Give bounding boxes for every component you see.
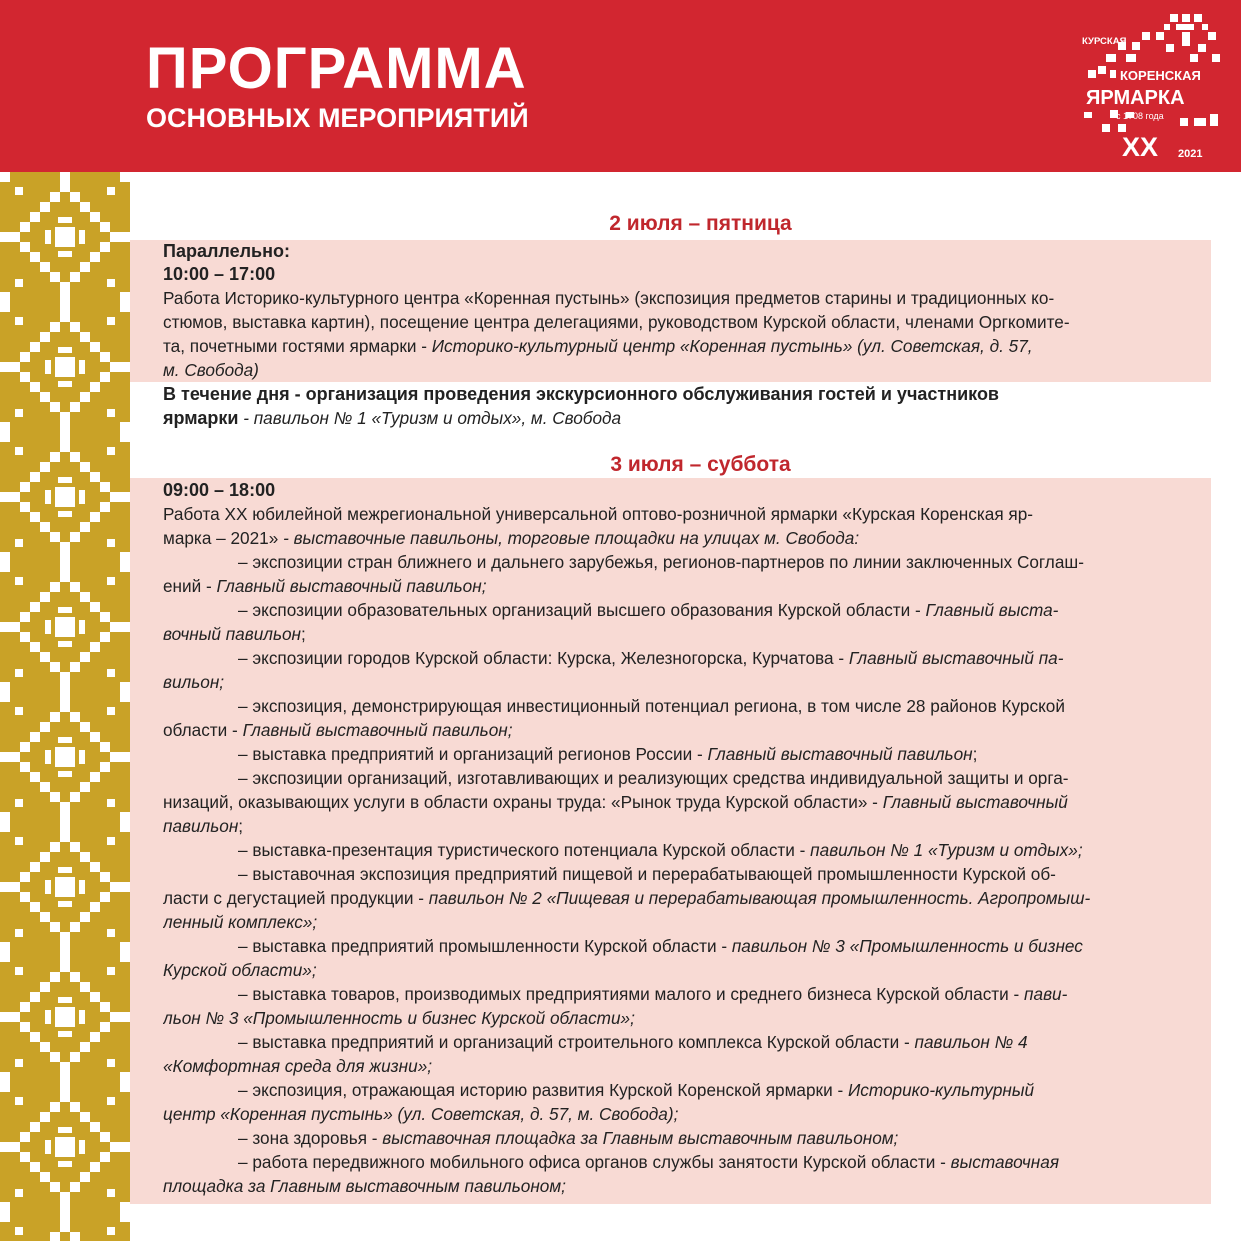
parallel-label: Параллельно:: [163, 241, 290, 261]
center-text-line1: Работа Историко-культурного центра «Коренная пустынь» (экспозиция предметов старины и традиционных ко-: [163, 288, 1055, 308]
list-item: [163, 1054, 1189, 1078]
list-item: [163, 886, 1189, 910]
center-text-line2: стюмов, выставка картин), посещение центра делегациями, руководством Курской области, членами Оргкомите-: [163, 312, 1070, 332]
page-header: [0, 0, 1241, 172]
center-text-line4: м. Свобода): [163, 360, 259, 380]
list-item: [163, 934, 1189, 958]
day1-heading: 2 июля – пятница: [609, 212, 792, 235]
list-item: [163, 670, 1189, 694]
excursion-line1: В течение дня - организация проведения экскурсионного обслуживания гостей и участников: [163, 384, 999, 404]
list-item: [163, 646, 1189, 670]
list-item: [163, 838, 1189, 862]
list-item-location: выставочная площадка за Главным выставочным павильоном;: [382, 1128, 899, 1148]
center-text-line3: та, почетными гостями ярмарки - Историко-культурный центр «Коренная пустынь» (ул. Советская, д. 57,: [163, 336, 1033, 356]
list-item-text: – экспозиция, отражающая историю развития Курской Коренской ярмарки -: [238, 1080, 848, 1100]
list-item-location: площадка за Главным выставочным павильоном;: [163, 1176, 566, 1196]
list-item-location: ленный комплекс»;: [163, 912, 318, 932]
list-item: [163, 982, 1189, 1006]
list-item: [163, 790, 1189, 814]
list-item-text: – экспозиции образовательных организаций высшего образования Курской области -: [238, 600, 926, 620]
list-item: [163, 1006, 1189, 1030]
decorative-ornament: [0, 172, 130, 1241]
list-item-text: низаций, оказывающих услуги в области охраны труда: «Рынок труда Курской области» -: [163, 792, 883, 812]
list-item-text: – экспозиции стран ближнего и дальнего зарубежья, регионов-партнеров по линии заключенных Соглаш-: [238, 552, 1084, 572]
list-item-text: – выставка товаров, производимых предприятиями малого и среднего бизнеса Курской области -: [238, 984, 1025, 1004]
intro-line2: марка – 2021» - выставочные павильоны, торговые площадки на улицах м. Свобода:: [163, 528, 860, 548]
list-item: [163, 1126, 1189, 1150]
list-item-text: – выставка предприятий промышленности Курской области -: [238, 936, 732, 956]
list-item-location: Главный выставочный па-: [848, 648, 1064, 668]
list-item-location: Курской области»;: [163, 960, 317, 980]
list-item: [163, 814, 1189, 838]
list-item-location: павильон № 3 «Промышленность и бизнес: [731, 936, 1083, 956]
list-item: [163, 958, 1189, 982]
list-item-location: пави-: [1024, 984, 1068, 1004]
list-item: [163, 550, 1189, 574]
logo-since: с 1708 года: [1116, 111, 1164, 121]
day1-time: 10:00 – 17:00: [163, 264, 276, 284]
list-item: [163, 1102, 1189, 1126]
list-item: [163, 622, 1189, 646]
list-item-location: павильон: [163, 816, 239, 836]
day2-block: [130, 478, 1211, 1204]
list-item-location: Главный выставочный павильон;: [216, 576, 487, 596]
list-item-location: Главный выставочный: [882, 792, 1068, 812]
fair-logo: [1082, 14, 1224, 162]
list-item-location: павильон № 4: [914, 1032, 1028, 1052]
list-item-text: – экспозиция, демонстрирующая инвестиционный потенциал региона, в том числе 28 районов Курской: [238, 696, 1065, 716]
list-item-text: – зона здоровья -: [238, 1128, 383, 1148]
list-item: [163, 1150, 1189, 1174]
list-item: [163, 862, 1189, 886]
list-item-text: – выставка предприятий и организаций строительного комплекса Курской области -: [238, 1032, 915, 1052]
list-item-punct: ;: [972, 744, 978, 764]
list-item-text: – экспозиции городов Курской области: Курска, Железногорска, Курчатова -: [238, 648, 849, 668]
list-item-text: – выставка предприятий и организаций регионов России -: [238, 744, 708, 764]
logo-line3: ЯРМАРКА: [1086, 87, 1185, 109]
list-item-text: ласти с дегустацией продукции -: [163, 888, 429, 908]
list-item-location: вочный павильон: [163, 624, 302, 644]
list-item-text: ений -: [163, 576, 217, 596]
list-item: [163, 718, 1189, 742]
list-item: [163, 1174, 1189, 1198]
list-item-text: – работа передвижного мобильного офиса органов службы занятости Курской области -: [238, 1152, 951, 1172]
list-item-text: области -: [163, 720, 243, 740]
list-item: [163, 910, 1189, 934]
day2-heading: 3 июля – суббота: [610, 453, 791, 476]
list-item-location: центр «Коренная пустынь» (ул. Советская, д. 57, м. Свобода);: [163, 1104, 679, 1124]
exhibition-list: [163, 550, 1189, 1198]
list-item-location: выставочная: [950, 1152, 1059, 1172]
list-item-location: «Комфортная среда для жизни»;: [163, 1056, 433, 1076]
day2-time: 09:00 – 18:00: [163, 480, 276, 500]
logo-line1: КУРСКАЯ: [1082, 36, 1127, 47]
list-item: [163, 766, 1189, 790]
list-item: [163, 1030, 1189, 1054]
list-item-location: Главный выста-: [925, 600, 1059, 620]
list-item: [163, 574, 1189, 598]
day1-excursion-block: [130, 382, 1211, 434]
logo-line2: КОРЕНСКАЯ: [1120, 68, 1201, 83]
list-item-text: – экспозиции организаций, изготавливающих и реализующих средства индивидуальной защиты и орга-: [238, 768, 1069, 788]
list-item: [163, 598, 1189, 622]
page-title: ПРОГРАММА: [146, 36, 527, 101]
list-item: [163, 742, 1189, 766]
list-item-location: Историко-культурный: [847, 1080, 1035, 1100]
logo-number: XX: [1122, 132, 1159, 162]
list-item-punct: ;: [238, 816, 244, 836]
list-item-location: павильон № 1 «Туризм и отдых»;: [810, 840, 1083, 860]
intro-line1: Работа XX юбилейной межрегиональной универсальной оптово-розничной ярмарки «Курская Коренская яр-: [163, 504, 1033, 524]
list-item-text: – выставочная экспозиция предприятий пищевой и перерабатывающей промышленности Курской об-: [238, 864, 1056, 884]
list-item-location: льон № 3 «Промышленность и бизнес Курской области»;: [163, 1008, 635, 1028]
list-item-location: Главный выставочный павильон;: [242, 720, 513, 740]
list-item-location: Главный выставочный павильон: [707, 744, 973, 764]
day1-parallel-block: [130, 240, 1211, 382]
list-item-location: вильон;: [163, 672, 225, 692]
list-item-location: павильон № 2 «Пищевая и перерабатывающая промышленность. Агропромыш-: [428, 888, 1091, 908]
page-subtitle: ОСНОВНЫХ МЕРОПРИЯТИЙ: [146, 103, 529, 133]
list-item: [163, 1078, 1189, 1102]
list-item: [163, 694, 1189, 718]
list-item-punct: ;: [301, 624, 306, 644]
excursion-line2: ярмарки - павильон № 1 «Туризм и отдых», м. Свобода: [163, 408, 622, 428]
list-item-text: – выставка-презентация туристического потенциала Курской области -: [238, 840, 811, 860]
logo-year: 2021: [1178, 148, 1203, 160]
